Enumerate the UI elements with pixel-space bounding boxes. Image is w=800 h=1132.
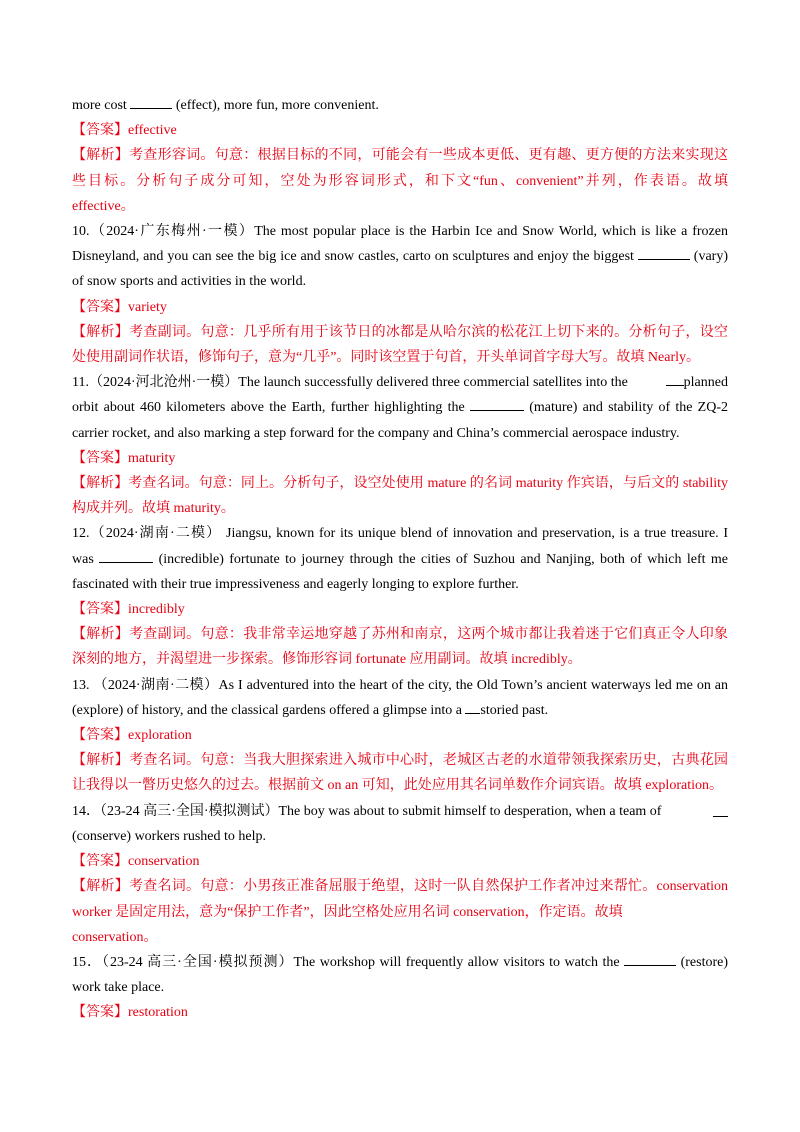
question-13-line-2 [72,698,728,723]
question-15-line-1 [72,950,728,975]
answer-9: 【答案】effective [72,123,177,139]
answer-blank [99,550,153,563]
question-13-line-1: 13. （2024·湖南·二模）As I adventured into the heart of the city, the Old Town’s ancient waterways led me on an [72,677,728,693]
question-12-line-2 [72,547,728,572]
explanation-9-line-2: 些目标。分析句子成分可知，空处为形容词形式，和下文“fun、convenient”并列，作表语。故填 [72,173,728,189]
explanation-9-line-1: 【解析】考查形容词。句意：根据目标的不同，可能会有一些成本更低、更有趣、更方便的方法来实现这 [72,148,728,164]
explanation-13-line-2: 让我得以一瞥历史悠久的过去。根据前文 on an 可知，此处应用其名词单数作介词宾语。故填 exploration。 [72,778,723,794]
question-text: (vary) [693,249,728,265]
question-11-line-2 [72,395,728,420]
question-11-line-3: carrier rocket, and also marking a step forward for the company and China’s commercial aerospace industry. [72,425,680,441]
answer-15: 【答案】restoration [72,1005,188,1021]
answer-blank [638,247,690,260]
answer-blank [465,701,480,714]
answer-blank [130,96,172,109]
question-10-line-1: 10.（2024·广东梅州·一模）The most popular place is the Harbin Ice and Snow World, which is like a frozen [72,224,728,240]
explanation-11-line-1: 【解析】考查名词。句意：同上。分析句子，设空处使用 mature 的名词 maturity 作宾语，与后文的 stability [72,476,728,492]
question-text: Disneyland, and you can see the big ice and snow castles, carto on sculptures and enjoy the biggest [72,249,634,265]
explanation-10-line-2: 处使用副词作状语，修饰句子，意为“几乎”。同时该空置于句首，开头单词首字母大写。故填 Nearly。 [72,350,701,366]
question-14-line-1 [72,799,728,824]
question-text: (mature) and stability of the ZQ-2 [529,400,728,416]
blank-group [666,370,728,395]
answer-blank [666,373,684,386]
question-text: more cost [72,98,127,113]
question-text: (incredible) fortunate to journey through the cities of Suzhou and Nanjing, both of which left me [158,551,729,567]
explanation-11-line-2: 构成并列。故填 maturity。 [72,501,235,517]
question-10-line-2 [72,244,728,269]
question-text: storied past. [480,702,549,718]
answer-11: 【答案】maturity [72,450,176,466]
question-text: orbit about 460 kilometers above the Earth, further highlighting the [72,400,465,416]
answer-10: 【答案】variety [72,299,167,315]
question-text: (effect), more fun, more convenient. [175,98,379,113]
explanation-14-line-2: worker 是固定用法，意为“保护工作者”，因此空格处应用名词 conservation，作定语。故填 [72,904,623,920]
question-text: (restore) [680,954,729,970]
explanation-13-line-1: 【解析】考查名词。句意：当我大胆探索进入城市中心时，老城区古老的水道带领我探索历史，古典花园 [72,753,728,769]
question-text: 15．（23-24 高三·全国·模拟预测）The workshop will frequently allow visitors to watch the [72,954,620,970]
explanation-12-line-1: 【解析】考查副词。句意：我非常幸运地穿越了苏州和南京，这两个城市都让我着迷于它们真正令人印象 [72,627,728,643]
question-10-line-3: of snow sports and activities in the world. [72,274,307,290]
question-text: (explore) of history, and the classical gardens offered a glimpse into a [72,702,462,718]
answer-blank [713,804,728,817]
question-14-line-2: (conserve) workers rushed to help. [72,828,266,844]
answer-14: 【答案】conservation [72,854,200,870]
question-12-line-3: fascinated with their true impressiveness and eagerly longing to explore further. [72,576,519,592]
question-text: 14．（23-24 高三·全国·模拟测试）The boy was about to submit himself to desperation, when a team of [72,803,662,819]
answer-12: 【答案】incredibly [72,602,185,618]
answer-blank [470,398,524,411]
answer-13: 【答案】exploration [72,728,192,744]
document-page [72,93,728,1026]
explanation-10-line-1: 【解析】考查副词。句意：几乎所有用于该节日的冰都是从哈尔滨的松花江上切下来的。分析句子，设空 [72,324,728,340]
question-text: was [72,551,94,567]
answer-blank [624,953,676,966]
explanation-12-line-2: 深刻的地方，并渴望进一步探索。修饰形容词 fortunate 应用副词。故填 incredibly。 [72,652,582,668]
question-15-line-2: work take place. [72,980,165,996]
explanation-14-line-1: 【解析】考查名词。句意：小男孩正准备屈服于绝望，这时一队自然保护工作者冲过来帮忙。conservation [72,879,728,895]
question-12-line-1: 12.（2024·湖南·二模） Jiangsu, known for its unique blend of innovation and preservation, is a true treasure. I [72,526,728,542]
question-9-tail [72,93,728,118]
question-text: planned [683,375,728,391]
question-text: 11.（2024·河北沧州·一模）The launch successfully delivered three commercial satellites into the [72,375,628,391]
explanation-9-line-3: effective。 [72,198,135,214]
question-11-line-1 [72,370,728,395]
explanation-14-line-3: conservation。 [72,929,158,945]
